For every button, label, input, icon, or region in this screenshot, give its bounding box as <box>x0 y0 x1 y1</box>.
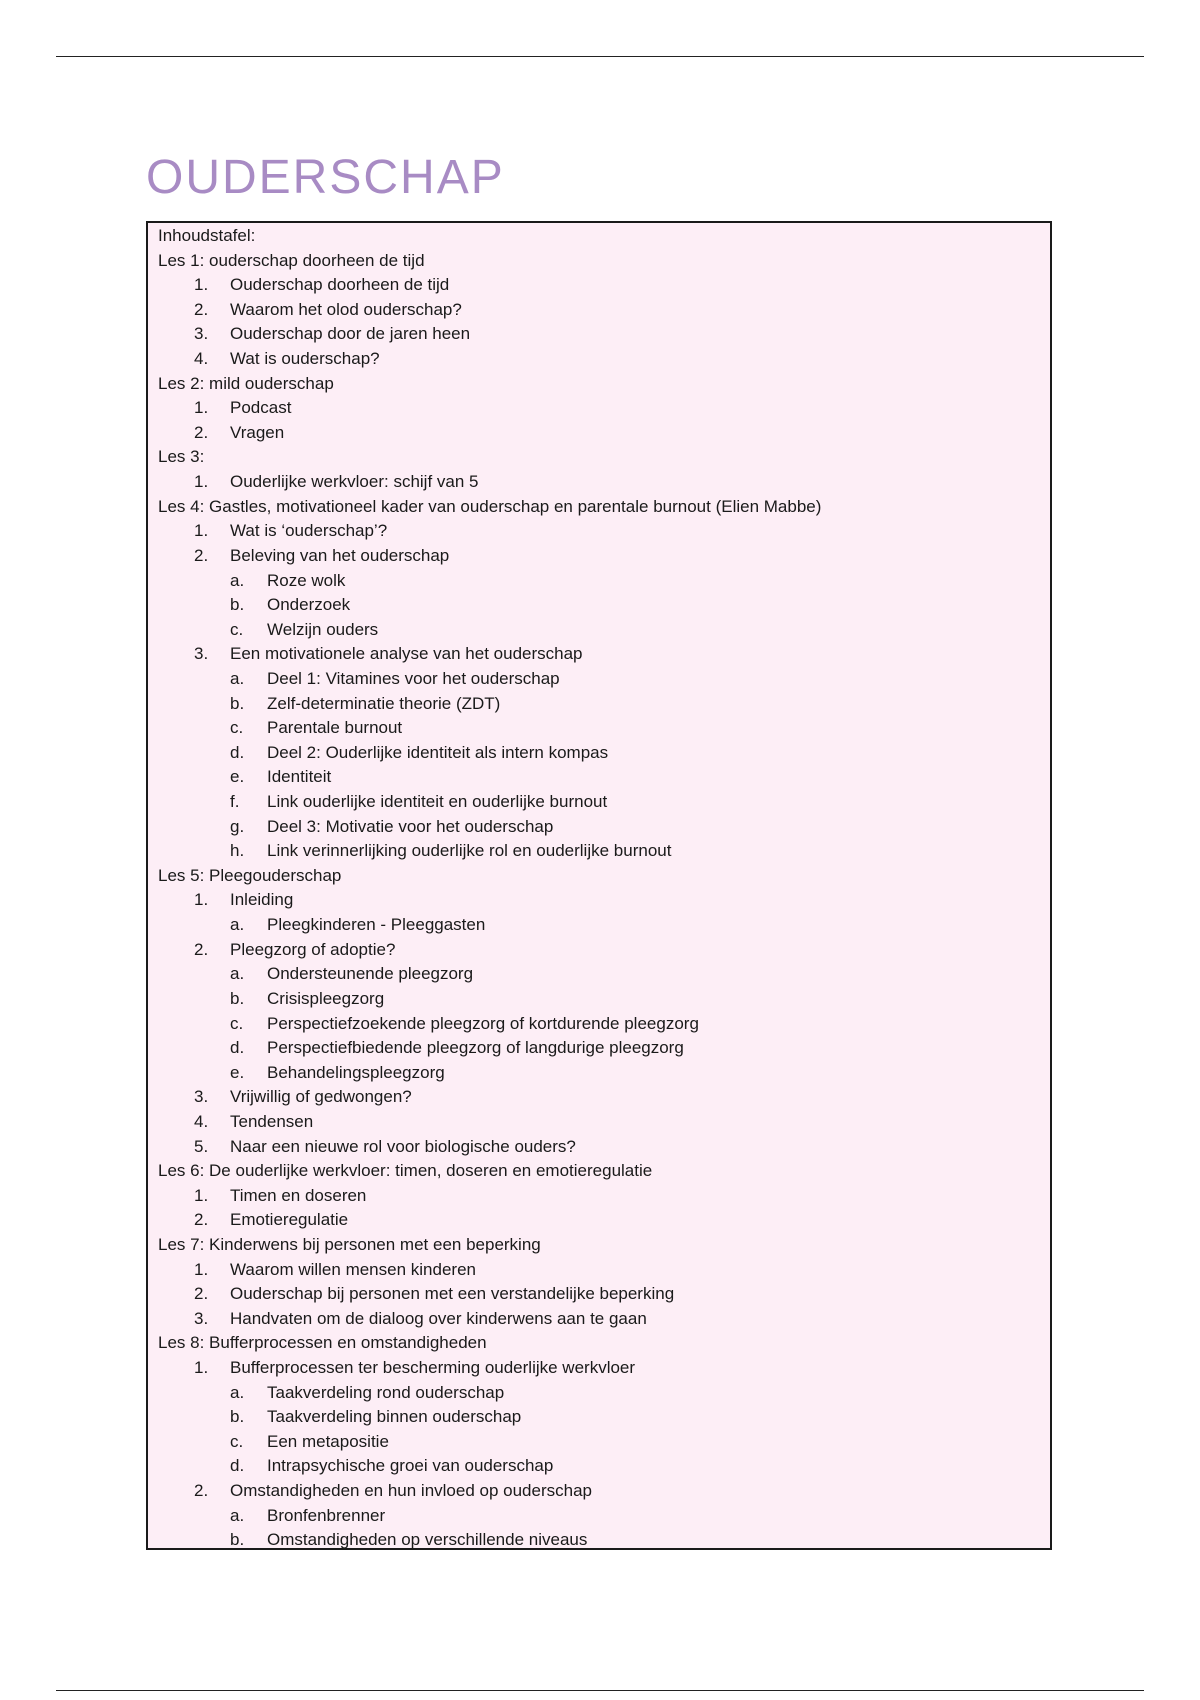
toc-item-text: Zelf-determinatie theorie (ZDT) <box>267 693 501 713</box>
toc-list-item <box>158 1405 1050 1430</box>
toc-lesson-heading <box>158 372 1050 397</box>
toc-item-text: Tendensen <box>230 1111 314 1131</box>
toc-item-text: Deel 1: Vitamines voor het ouderschap <box>267 668 560 688</box>
toc-item-marker: a. <box>230 668 245 688</box>
toc-list-item <box>158 667 1050 692</box>
toc-item-marker: b. <box>230 988 245 1008</box>
toc-item-marker: 2. <box>194 422 209 442</box>
toc-item-text: Les 7: Kinderwens bij personen met een beperking <box>158 1234 541 1254</box>
toc-item-text: Emotieregulatie <box>230 1210 349 1230</box>
toc-item-text: Waarom willen mensen kinderen <box>230 1259 476 1279</box>
toc-list-item <box>158 1479 1050 1504</box>
toc-list-item <box>158 913 1050 938</box>
toc-item-text: Wat is ‘ouderschap’? <box>230 521 388 541</box>
toc-lesson-heading <box>158 495 1050 520</box>
toc-lesson-heading <box>158 1233 1050 1258</box>
toc-lesson-heading <box>158 1159 1050 1184</box>
toc-list-item <box>158 593 1050 618</box>
toc-item-text: Perspectiefzoekende pleegzorg of kortdurende pleegzorg <box>267 1013 699 1033</box>
toc-list-item <box>158 1504 1050 1529</box>
toc-item-text: Pleegkinderen - Pleeggasten <box>267 915 486 935</box>
toc-list-item <box>158 273 1050 298</box>
toc-list-item <box>158 544 1050 569</box>
toc-item-text: Deel 2: Ouderlijke identiteit als intern kompas <box>267 742 609 762</box>
toc-item-text: Link ouderlijke identiteit en ouderlijke burnout <box>267 792 608 812</box>
toc-item-marker: 3. <box>194 324 209 344</box>
toc-item-text: Les 2: mild ouderschap <box>158 373 334 393</box>
toc-list-item <box>158 1061 1050 1086</box>
toc-list-item <box>158 1528 1050 1553</box>
toc-list-item <box>158 1454 1050 1479</box>
toc-item-text: Ouderschap doorheen de tijd <box>230 275 450 295</box>
toc-item-marker: a. <box>230 1382 245 1402</box>
toc-item-marker: d. <box>230 742 245 762</box>
toc-item-text: Ondersteunende pleegzorg <box>267 964 474 984</box>
toc-item-text: Timen en doseren <box>230 1185 367 1205</box>
toc-item-text: Ouderlijke werkvloer: schijf van 5 <box>230 472 479 492</box>
toc-item-marker: g. <box>230 816 245 836</box>
table-of-contents <box>146 221 1052 1550</box>
toc-item-marker: b. <box>230 1530 245 1550</box>
toc-list-item <box>158 765 1050 790</box>
toc-item-text: Behandelingspleegzorg <box>267 1062 445 1082</box>
toc-list-item <box>158 1085 1050 1110</box>
toc-item-text: Vragen <box>230 422 285 442</box>
toc-item-marker: 1. <box>194 1259 209 1279</box>
toc-item-text: Beleving van het ouderschap <box>230 545 450 565</box>
toc-item-marker: a. <box>230 964 245 984</box>
toc-item-text: Les 5: Pleegouderschap <box>158 865 342 885</box>
toc-item-marker: b. <box>230 1407 245 1427</box>
toc-item-text: Vrijwillig of gedwongen? <box>230 1087 412 1107</box>
toc-list-item <box>158 1036 1050 1061</box>
toc-item-marker: b. <box>230 693 245 713</box>
toc-list-item <box>158 1282 1050 1307</box>
toc-list-item <box>158 298 1050 323</box>
toc-item-marker: 2. <box>194 1210 209 1230</box>
toc-list-item <box>158 421 1050 446</box>
toc-item-text: Les 3: <box>158 447 205 467</box>
toc-item-marker: h. <box>230 841 245 861</box>
toc-item-marker: 3. <box>194 1308 209 1328</box>
toc-item-marker: f. <box>230 792 240 812</box>
toc-list-item <box>158 1307 1050 1332</box>
toc-item-marker: e. <box>230 1062 245 1082</box>
toc-item-text: Les 4: Gastles, motivationeel kader van ouderschap en parentale burnout (Elien Mabbe) <box>158 496 822 516</box>
footer-rule <box>56 1690 1144 1691</box>
toc-item-text: Onderzoek <box>267 595 351 615</box>
toc-item-marker: 1. <box>194 472 209 492</box>
toc-item-marker: 1. <box>194 398 209 418</box>
toc-item-text: Welzijn ouders <box>267 619 379 639</box>
toc-list-item <box>158 1184 1050 1209</box>
toc-list-item <box>158 790 1050 815</box>
toc-item-text: Roze wolk <box>267 570 346 590</box>
toc-item-text: Pleegzorg of adoptie? <box>230 939 396 959</box>
toc-item-marker: 4. <box>194 349 209 369</box>
toc-item-text: Taakverdeling rond ouderschap <box>267 1382 505 1402</box>
toc-list-item <box>158 1012 1050 1037</box>
page-title: OUDERSCHAP <box>146 151 505 204</box>
toc-list-item <box>158 322 1050 347</box>
toc-list-item <box>158 692 1050 717</box>
toc-item-marker: 5. <box>194 1136 209 1156</box>
toc-item-text: Waarom het olod ouderschap? <box>230 299 462 319</box>
toc-item-text: Bufferprocessen ter bescherming ouderlijke werkvloer <box>230 1358 636 1378</box>
toc-list-item <box>158 1135 1050 1160</box>
toc-list-item <box>158 839 1050 864</box>
toc-list-item <box>158 519 1050 544</box>
toc-list-item <box>158 470 1050 495</box>
toc-item-text: Omstandigheden op verschillende niveaus <box>267 1530 588 1550</box>
toc-item-text: Les 8: Bufferprocessen en omstandigheden <box>158 1333 487 1353</box>
toc-list-item <box>158 962 1050 987</box>
toc-item-marker: 2. <box>194 299 209 319</box>
header-rule <box>56 56 1144 57</box>
toc-list-item <box>158 987 1050 1012</box>
toc-item-marker: c. <box>230 1431 244 1451</box>
toc-item-text: Taakverdeling binnen ouderschap <box>267 1407 522 1427</box>
toc-list-item <box>158 1110 1050 1135</box>
toc-item-marker: 3. <box>194 1087 209 1107</box>
toc-heading <box>158 224 1050 249</box>
toc-item-marker: 1. <box>194 1358 209 1378</box>
toc-item-marker: 2. <box>194 939 209 959</box>
toc-item-text: Omstandigheden en hun invloed op ouderschap <box>230 1481 592 1501</box>
toc-lesson-heading <box>158 249 1050 274</box>
toc-list-item <box>158 1208 1050 1233</box>
toc-item-marker: e. <box>230 767 245 787</box>
toc-list-item <box>158 396 1050 421</box>
toc-list-item <box>158 1258 1050 1283</box>
toc-item-text: Ouderschap door de jaren heen <box>230 324 471 344</box>
toc-item-text: Een motivationele analyse van het ouderschap <box>230 644 583 664</box>
toc-list-item <box>158 347 1050 372</box>
toc-item-text: Perspectiefbiedende pleegzorg of langdurige pleegzorg <box>267 1038 684 1058</box>
toc-item-marker: 1. <box>194 521 209 541</box>
toc-item-marker: 4. <box>194 1111 209 1131</box>
toc-item-marker: 1. <box>194 890 209 910</box>
toc-item-marker: 2. <box>194 545 209 565</box>
toc-list-item <box>158 618 1050 643</box>
toc-item-marker: d. <box>230 1038 245 1058</box>
toc-item-text: Parentale burnout <box>267 718 403 738</box>
toc-list-item <box>158 938 1050 963</box>
toc-item-text: Link verinnerlijking ouderlijke rol en ouderlijke burnout <box>267 841 672 861</box>
toc-list-item <box>158 1356 1050 1381</box>
toc-item-text: Les 6: De ouderlijke werkvloer: timen, doseren en emotieregulatie <box>158 1161 653 1181</box>
toc-list-item <box>158 569 1050 594</box>
toc-item-marker: 2. <box>194 1481 209 1501</box>
toc-item-text: Deel 3: Motivatie voor het ouderschap <box>267 816 554 836</box>
toc-item-marker: d. <box>230 1456 245 1476</box>
toc-list-item <box>158 888 1050 913</box>
toc-list-item <box>158 1430 1050 1455</box>
toc-list-item <box>158 716 1050 741</box>
toc-item-text: Crisispleegzorg <box>267 988 385 1008</box>
toc-item-marker: 3. <box>194 644 209 664</box>
toc-item-text: Podcast <box>230 398 292 418</box>
toc-item-text: Les 1: ouderschap doorheen de tijd <box>158 250 425 270</box>
toc-item-marker: 1. <box>194 275 209 295</box>
toc-item-text: Inleiding <box>230 890 294 910</box>
toc-item-marker: 2. <box>194 1284 209 1304</box>
toc-list-item <box>158 741 1050 766</box>
toc-item-marker: c. <box>230 1013 244 1033</box>
toc-heading-text: Inhoudstafel: <box>158 226 256 245</box>
toc-lesson-heading <box>158 1331 1050 1356</box>
toc-list-item <box>158 642 1050 667</box>
toc-item-marker: a. <box>230 915 245 935</box>
toc-item-marker: a. <box>230 570 245 590</box>
toc-item-text: Bronfenbrenner <box>267 1505 386 1525</box>
toc-lesson-heading <box>158 445 1050 470</box>
toc-item-text: Ouderschap bij personen met een verstandelijke beperking <box>230 1284 675 1304</box>
toc-item-text: Handvaten om de dialoog over kinderwens aan te gaan <box>230 1308 647 1328</box>
toc-list-item <box>158 1381 1050 1406</box>
toc-item-text: Wat is ouderschap? <box>230 349 380 369</box>
toc-item-marker: b. <box>230 595 245 615</box>
toc-item-marker: c. <box>230 619 244 639</box>
toc-item-marker: c. <box>230 718 244 738</box>
toc-item-marker: 1. <box>194 1185 209 1205</box>
toc-item-text: Naar een nieuwe rol voor biologische ouders? <box>230 1136 576 1156</box>
toc-list-item <box>158 815 1050 840</box>
toc-item-text: Een metapositie <box>267 1431 389 1451</box>
toc-item-text: Intrapsychische groei van ouderschap <box>267 1456 554 1476</box>
toc-item-text: Identiteit <box>267 767 332 787</box>
toc-lesson-heading <box>158 864 1050 889</box>
toc-item-marker: a. <box>230 1505 245 1525</box>
